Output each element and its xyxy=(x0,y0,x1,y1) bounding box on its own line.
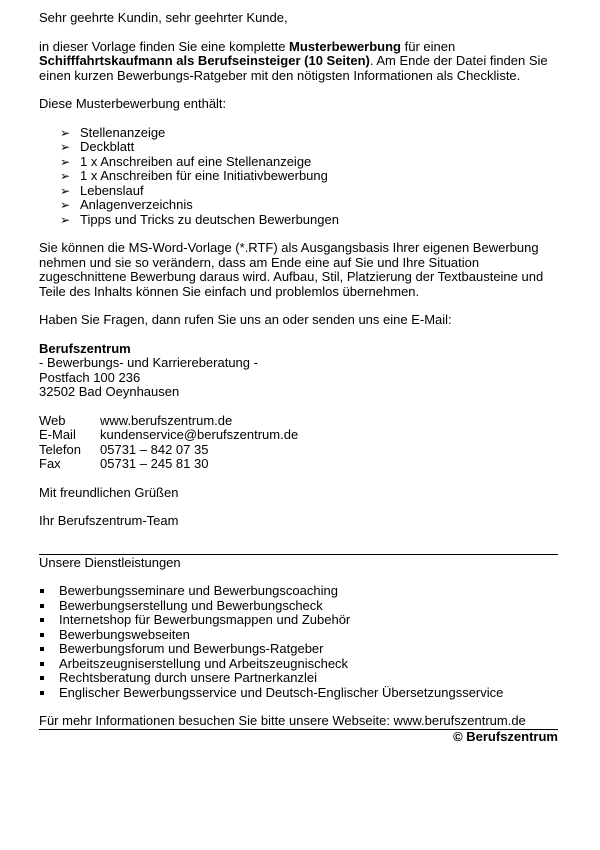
contains-heading: Diese Musterbewerbung enthält: xyxy=(39,96,227,111)
list-item: ➢ Lebenslauf xyxy=(60,182,144,198)
intro-bold-1: Musterbewerbung xyxy=(289,38,402,54)
footer-info: Für mehr Informationen besuchen Sie bitte unsere Webseite: www.berufszentrum.de xyxy=(39,713,526,728)
greeting: Sehr geehrte Kundin, sehr geehrter Kunde, xyxy=(39,10,288,25)
services-list xyxy=(39,584,558,700)
copyright: © Berufszentrum xyxy=(453,728,558,744)
square-bullet-icon xyxy=(40,676,44,680)
contact-fax: Fax 05731 – 245 81 30 xyxy=(39,456,209,471)
list-item: Bewerbungswebseiten xyxy=(39,628,558,643)
square-bullet-icon xyxy=(40,604,44,608)
arrow-bullet-icon: ➢ xyxy=(60,140,71,154)
arrow-bullet-icon: ➢ xyxy=(60,198,71,212)
square-bullet-icon xyxy=(40,589,44,593)
intro-text-3: . Am Ende der Datei finden Sie einen kurzen Bewerbungs-Ratgeber mit den nötigsten Informationen als Checkliste. xyxy=(39,53,548,83)
contact-web: Web www.berufszentrum.de xyxy=(39,412,233,428)
document-page xyxy=(39,11,558,744)
square-bullet-icon xyxy=(40,647,44,651)
contact-email: E-Mail kundenservice@berufszentrum.de xyxy=(39,427,299,442)
list-item: Bewerbungsseminare und Bewerbungscoaching xyxy=(39,584,558,599)
list-item: Bewerbungsforum und Bewerbungs-Ratgeber xyxy=(39,642,558,657)
contact-block xyxy=(39,414,558,472)
services-heading: Unsere Dienstleistungen xyxy=(39,554,181,570)
arrow-bullet-icon: ➢ xyxy=(60,154,71,169)
list-item: ➢ Stellenanzeige xyxy=(60,124,166,140)
closing: Mit freundlichen Grüßen xyxy=(39,484,179,500)
list-item: Englischer Bewerbungsservice und Deutsch-Englischer Übersetzungsservice xyxy=(39,686,558,701)
address-line: 32502 Bad Oeynhausen xyxy=(39,384,180,399)
arrow-bullet-icon: ➢ xyxy=(60,125,71,140)
questions-paragraph: Haben Sie Fragen, dann rufen Sie uns an oder senden uns eine E-Mail: xyxy=(39,312,452,327)
intro-bold-2: Schifffahrtskaufmann als Berufseinsteiger (10 Seiten) xyxy=(39,53,370,68)
intro-text-1: in dieser Vorlage finden Sie eine komplette xyxy=(39,38,290,54)
contents-list xyxy=(39,126,558,228)
square-bullet-icon xyxy=(40,618,44,622)
square-bullet-icon xyxy=(40,691,44,695)
arrow-bullet-icon: ➢ xyxy=(60,212,71,227)
list-item: ➢ Tipps und Tricks zu deutschen Bewerbungen xyxy=(60,211,339,227)
address-line: - Bewerbungs- und Karriereberatung - xyxy=(39,355,258,370)
list-item: ➢ Deckblatt xyxy=(60,139,135,154)
square-bullet-icon xyxy=(40,633,44,637)
company-name: Berufszentrum xyxy=(39,340,131,356)
intro-paragraph xyxy=(39,40,558,84)
arrow-bullet-icon: ➢ xyxy=(60,169,71,183)
list-item: Rechtsberatung durch unsere Partnerkanzlei xyxy=(39,671,558,686)
list-item: Bewerbungserstellung und Bewerbungscheck xyxy=(39,599,558,614)
list-item: ➢ Anlagenverzeichnis xyxy=(60,197,193,212)
list-item: ➢ 1 x Anschreiben auf eine Stellenanzeige xyxy=(60,153,312,169)
usage-paragraph: Sie können die MS-Word-Vorlage (*.RTF) als Ausgangsbasis Ihrer eigenen Bewerbung nehmen und sie so verändern, dass am Ende eine auf Sie und Ihre Situation zugeschnittene Bewerbung daraus wird. Aufbau, Stil, Platzierung der Textbausteine und Teile des Inhalts können Sie einfach und problemlos übernehmen. xyxy=(39,240,544,299)
list-item: Internetshop für Bewerbungsmappen und Zubehör xyxy=(39,613,558,628)
list-item: Arbeitszeugniserstellung und Arbeitszeugnischeck xyxy=(39,657,558,672)
contact-phone: Telefon 05731 – 842 07 35 xyxy=(39,441,209,457)
address-line: Postfach 100 236 xyxy=(39,369,141,385)
signature: Ihr Berufszentrum-Team xyxy=(39,513,179,528)
list-item: ➢ 1 x Anschreiben für eine Initiativbewerbung xyxy=(60,168,328,183)
intro-text-2: für einen xyxy=(401,38,456,54)
arrow-bullet-icon: ➢ xyxy=(60,183,71,198)
square-bullet-icon xyxy=(40,662,44,666)
address-block xyxy=(39,342,558,400)
